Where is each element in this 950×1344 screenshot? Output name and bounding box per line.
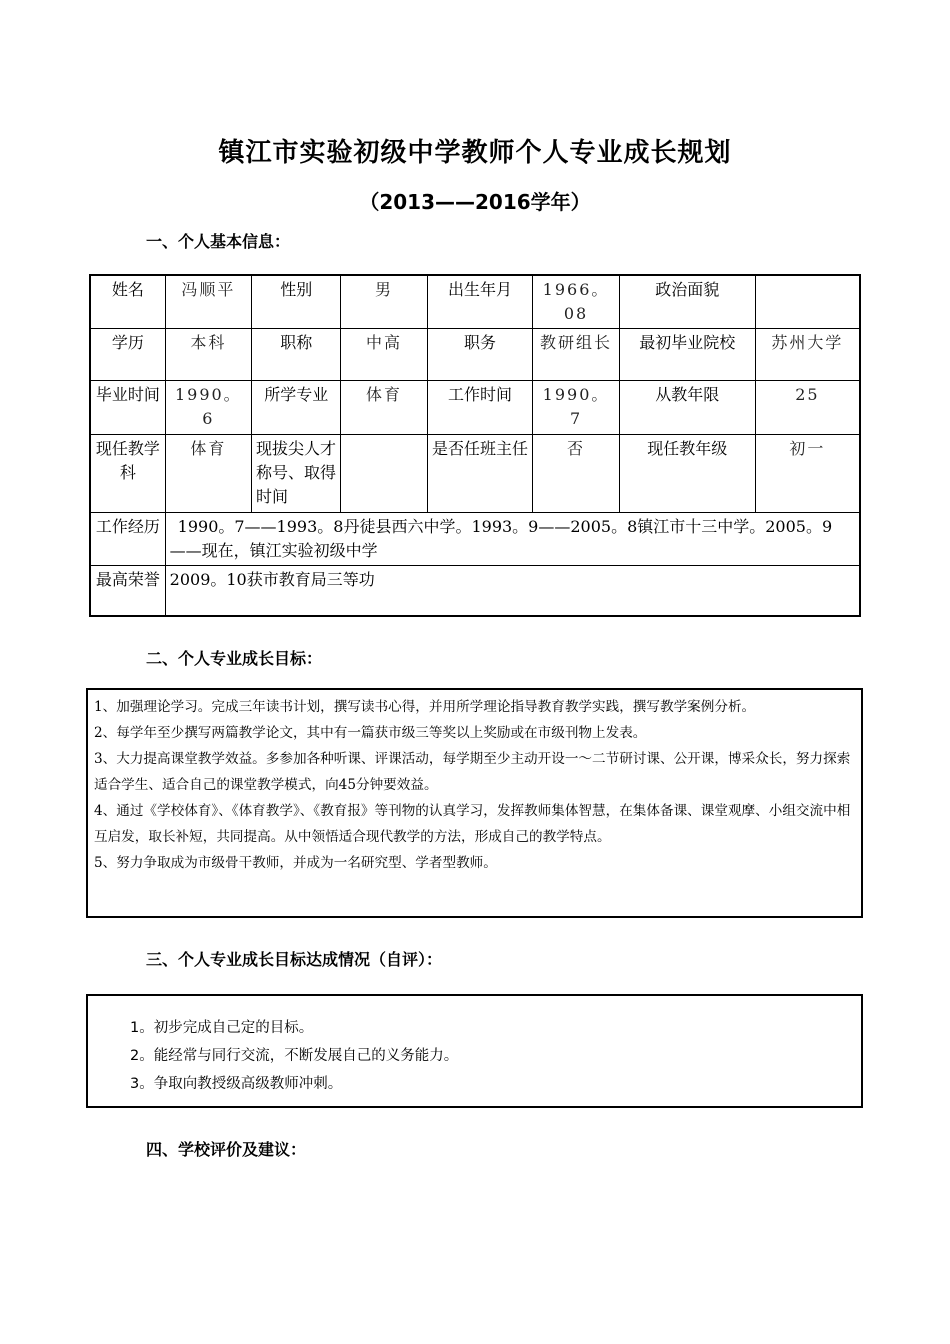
label-birth: 出生年月 [427,275,533,329]
label-name: 姓名 [90,275,165,329]
label-major: 所学专业 [252,381,341,435]
label-subject: 现任教学科 [90,435,165,513]
value-school: 苏州大学 [755,329,860,381]
section-heading-basic-info: 一、个人基本信息： [146,232,291,251]
section-heading-self-eval: 三、个人专业成长目标达成情况（自评）： [146,950,443,969]
value-education: 本科 [165,329,251,381]
table-row [90,329,860,381]
value-major: 体育 [341,381,427,435]
value-gender: 男 [341,275,427,329]
value-grade: 初一 [755,435,860,513]
table-row [90,381,860,435]
table-row [90,435,860,513]
list-item: 3、大力提高课堂教学效益。多参加各种听课、评课活动，每学期至少主动开设一～二节研讨课、公开课，博采众长，努力探索适合学生、适合自己的课堂教学模式，向45分钟要效益。 [94,751,851,793]
document-subtitle: （2013——2016学年） [359,190,591,214]
label-years: 从教年限 [619,381,755,435]
list-item: 5、努力争取成为市级骨干教师，并成为一名研究型、学者型教师。 [94,855,497,871]
value-experience: 1990。7——1993。8丹徒县西六中学。1993。9——2005。8镇江市十三中学。2005。9——现在，镇江实验初级中学 [165,513,860,566]
table-row [90,566,860,616]
list-item: 2、每学年至少撰写两篇教学论文，其中有一篇获市级三等奖以上奖励或在市级刊物上发表。 [94,725,647,741]
label-honor: 最高荣誉 [90,566,165,616]
value-head-teacher: 否 [533,435,619,513]
label-honor-title: 现拔尖人才称号、取得时间 [252,435,341,513]
value-years: 25 [755,381,860,435]
value-work-time: 1990。7 [533,381,619,435]
label-political: 政治面貌 [619,275,755,329]
table-row [90,513,860,566]
label-position: 职务 [427,329,533,381]
table-row [90,275,860,329]
label-grade: 现任教年级 [619,435,755,513]
value-position: 教研组长 [533,329,619,381]
self-eval-box [86,994,863,1108]
value-honor-title [341,435,427,513]
value-honor: 2009。10获市教育局三等功 [165,566,860,616]
list-item: 4、通过《学校体育》、《体育教学》、《教育报》等刊物的认真学习，发挥教师集体智慧，在集体备课、课堂观摩、小组交流中相互启发，取长补短，共同提高。从中领悟适合现代教学的方法，形成自己的教学特点。 [94,803,851,845]
goals-box [86,688,863,918]
label-education: 学历 [90,329,165,381]
list-item: 1。初步完成自己定的目标。 [130,1020,314,1036]
label-head-teacher: 是否任班主任 [427,435,533,513]
value-grad-time: 1990。6 [165,381,251,435]
value-political [755,275,860,329]
label-grad-time: 毕业时间 [90,381,165,435]
value-subject: 体育 [165,435,251,513]
label-work-time: 工作时间 [427,381,533,435]
label-experience: 工作经历 [90,513,165,566]
list-item: 1、加强理论学习。完成三年读书计划，撰写读书心得，并用所学理论指导教育教学实践，撰写教学案例分析。 [94,699,756,715]
document-title: 镇江市实验初级中学教师个人专业成长规划 [218,138,732,168]
basic-info-table [89,274,861,617]
value-name: 冯顺平 [165,275,251,329]
value-birth: 1966。08 [533,275,619,329]
list-item: 2。能经常与同行交流，不断发展自己的义务能力。 [130,1048,459,1064]
list-item: 3。争取向教授级高级教师冲刺。 [130,1076,343,1092]
section-heading-school-eval: 四、学校评价及建议： [146,1140,307,1159]
label-gender: 性别 [252,275,341,329]
value-title: 中高 [341,329,427,381]
section-heading-goals: 二、个人专业成长目标： [146,649,323,668]
label-school: 最初毕业院校 [619,329,755,381]
label-title: 职称 [252,329,341,381]
